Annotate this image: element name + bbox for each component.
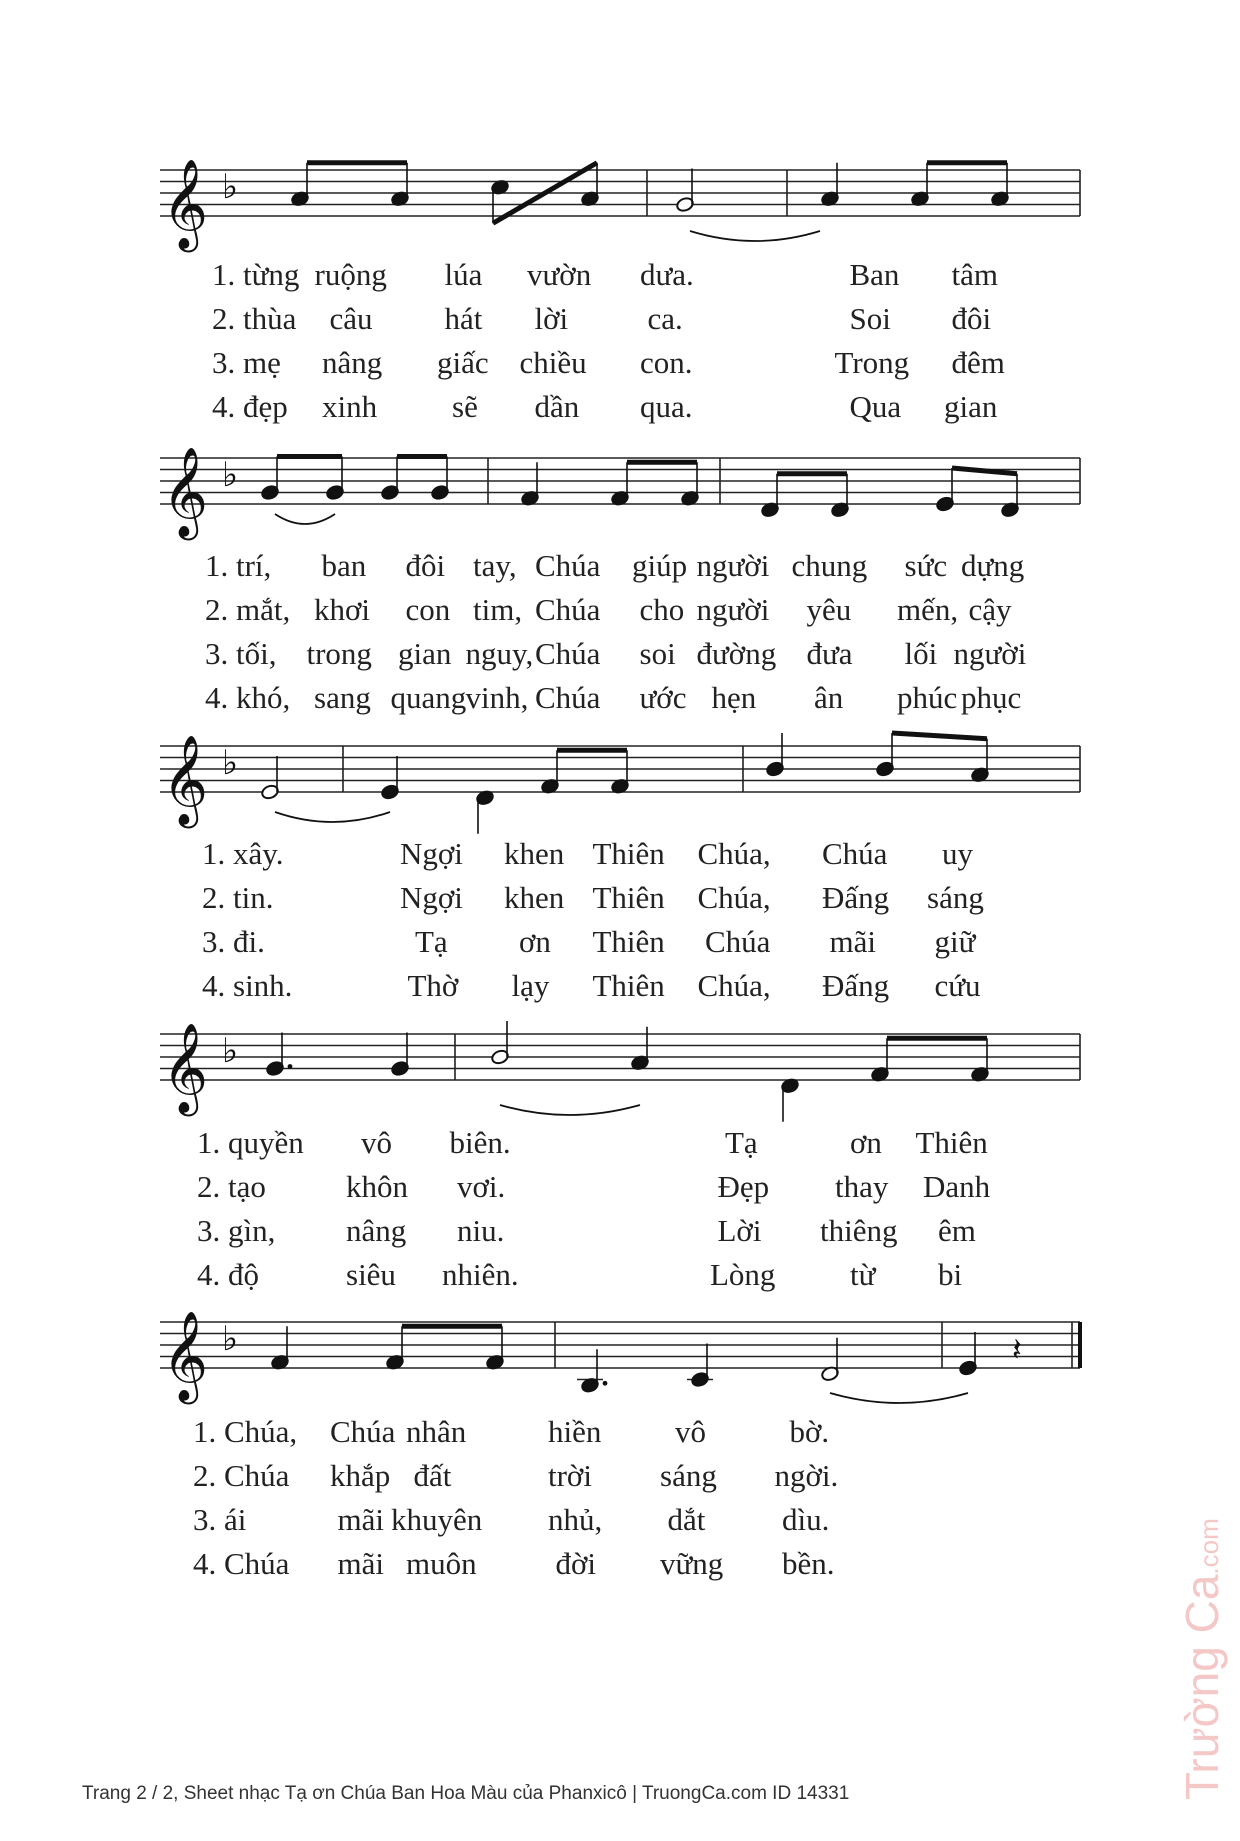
lyric-line [0, 387, 1240, 427]
lyric-line [0, 1167, 1240, 1207]
lyric-syllable: sang [314, 680, 371, 715]
lyric-syllable: 1. quyền [197, 1125, 304, 1160]
tie-curve [500, 1105, 640, 1115]
lyric-syllable: Đấng [822, 968, 890, 1003]
lyric-syllable: 2. thùa [212, 301, 297, 336]
lyric-syllable: bờ. [789, 1414, 830, 1449]
lyric-syllable: sáng [927, 880, 984, 915]
lyric-syllable: hẹn [711, 680, 757, 715]
lyric-line [0, 966, 1240, 1006]
lyric-syllable: Chúa [535, 592, 601, 627]
lyric-syllable: khắp [330, 1458, 391, 1493]
lyric-syllable: êm [938, 1213, 976, 1248]
lyric-syllable: thay [835, 1169, 889, 1204]
lyric-syllable: Tạ [415, 924, 448, 959]
watermark-suffix: .com [1194, 1518, 1224, 1575]
lyric-syllable: Đẹp [717, 1169, 770, 1204]
lyric-syllable: 3. ái [193, 1502, 247, 1537]
lyric-syllable: Thiên [592, 924, 665, 959]
lyric-syllable: khơi [314, 592, 371, 627]
lyric-syllable: vững [660, 1546, 724, 1581]
lyric-syllable: thiêng [820, 1213, 898, 1248]
lyric-syllable: Thiên [592, 836, 665, 871]
lyric-syllable: tim, [473, 592, 523, 627]
lyric-syllable: đời [555, 1546, 597, 1581]
lyric-line [0, 1544, 1240, 1584]
lyric-syllable: người [696, 592, 770, 627]
lyric-syllable: bền. [782, 1546, 835, 1581]
lyric-line [0, 590, 1240, 630]
lyric-syllable: Thiên [592, 968, 665, 1003]
lyric-syllable: quang [390, 680, 467, 715]
lyric-syllable: hát [444, 301, 483, 336]
lyric-syllable: 3. tối, [205, 636, 277, 671]
treble-clef-icon: 𝄞 [162, 1023, 209, 1113]
lyric-syllable: khôn [346, 1169, 408, 1204]
lyric-syllable: dựng [961, 548, 1025, 583]
page-footer: Trang 2 / 2, Sheet nhạc Tạ ơn Chúa Ban Hoa Màu của Phanxicô | TruongCa.com ID 14331 [82, 1783, 850, 1804]
lyric-syllable: ruộng [314, 257, 387, 292]
lyric-syllable: lạy [511, 968, 550, 1003]
lyric-syllable: Chúa [535, 548, 601, 583]
quarter-rest-icon: 𝄽 [1012, 1330, 1022, 1369]
lyric-syllable: tay, [473, 548, 517, 583]
lyric-syllable: cứu [934, 968, 981, 1003]
lyric-syllable: bi [938, 1257, 963, 1292]
lyric-syllable: đường [696, 636, 777, 671]
lyric-syllable: nhủ, [548, 1502, 603, 1537]
lyric-syllable: Soi [849, 301, 891, 336]
lyric-syllable: nhân [406, 1414, 467, 1449]
lyric-syllable: lời [534, 301, 569, 336]
lyric-syllable: uy [942, 836, 973, 871]
lyric-syllable: câu [329, 301, 373, 336]
lyric-syllable: Ban [849, 257, 900, 292]
lyric-syllable: con. [640, 345, 693, 380]
lyric-syllable: ơn [519, 924, 551, 959]
lyric-syllable: mãi [829, 924, 876, 959]
lyric-syllable: phục [961, 680, 1022, 715]
lyric-syllable: 4. Chúa [193, 1546, 290, 1581]
lyric-syllable: Ngợi [400, 836, 463, 871]
lyric-syllable: muôn [406, 1546, 477, 1581]
lyric-syllable: người [953, 636, 1027, 671]
lyric-syllable: 3. gìn, [197, 1213, 276, 1248]
tie-curve [830, 1393, 968, 1403]
lyric-syllable: ước [639, 680, 687, 715]
lyric-syllable: cậy [968, 592, 1012, 627]
lyric-line [0, 343, 1240, 383]
lyric-syllable: 2. Chúa [193, 1458, 290, 1493]
lyric-syllable: nhiên. [442, 1257, 519, 1292]
lyric-syllable: Thiên [915, 1125, 988, 1160]
note-beam [892, 733, 987, 739]
lyric-syllable: 2. tin. [202, 880, 274, 915]
lyric-syllable: gian [944, 389, 998, 424]
lyric-syllable: đưa [806, 636, 853, 671]
tie-curve [690, 231, 820, 241]
lyric-syllable: biên. [449, 1125, 511, 1160]
lyric-line [0, 1456, 1240, 1496]
treble-clef-icon: 𝄞 [162, 447, 209, 537]
lyric-syllable: ngời. [774, 1458, 839, 1493]
lyric-syllable: dưa. [640, 257, 694, 292]
lyric-line [0, 1500, 1240, 1540]
lyric-syllable: nâng [346, 1213, 407, 1248]
lyric-syllable: 4. khó, [205, 680, 291, 715]
lyric-line [0, 1123, 1240, 1163]
treble-clef-icon: 𝄞 [162, 1311, 209, 1401]
lyric-syllable: dắt [667, 1502, 706, 1537]
lyric-syllable: cho [639, 592, 685, 627]
tie-curve [275, 812, 390, 822]
treble-clef-icon: 𝄞 [162, 735, 209, 825]
lyric-syllable: Chúa [705, 924, 771, 959]
lyric-syllable: 1. xây. [202, 836, 284, 871]
lyric-syllable: Thiên [592, 880, 665, 915]
lyric-syllable: ca. [647, 301, 683, 336]
lyric-syllable: 4. sinh. [202, 968, 293, 1003]
key-signature-flat-icon: ♭ [222, 455, 239, 495]
lyric-syllable: lối [904, 636, 938, 671]
lyric-syllable: Ngợi [400, 880, 463, 915]
lyric-syllable: 2. mắt, [205, 592, 291, 627]
lyric-syllable: người [696, 548, 770, 583]
lyric-line [0, 678, 1240, 718]
lyric-syllable: 3. đi. [202, 924, 265, 959]
lyric-syllable: 4. độ [197, 1257, 259, 1292]
lyric-syllable: giấc [437, 345, 489, 380]
lyric-syllable: ơn [850, 1125, 882, 1160]
lyric-syllable: 2. tạo [197, 1169, 266, 1204]
augmentation-dot [603, 1381, 608, 1386]
lyric-line [0, 299, 1240, 339]
lyric-syllable: Chúa [822, 836, 888, 871]
lyric-syllable: vườn [527, 257, 592, 292]
lyric-syllable: Chúa [330, 1414, 396, 1449]
augmentation-dot [288, 1064, 293, 1069]
lyric-line [0, 1255, 1240, 1295]
lyric-syllable: xinh [322, 389, 378, 424]
lyric-syllable: Tạ [725, 1125, 758, 1160]
watermark-logo [1175, 1518, 1229, 1800]
lyric-line [0, 1412, 1240, 1452]
lyric-line [0, 546, 1240, 586]
lyric-syllable: yêu [806, 592, 852, 627]
lyric-syllable: nâng [322, 345, 383, 380]
lyric-line [0, 1211, 1240, 1251]
tie-curve [275, 514, 335, 524]
lyric-syllable: niu. [457, 1213, 505, 1248]
lyric-line [0, 634, 1240, 674]
watermark-text: Trường Ca [1176, 1574, 1228, 1800]
lyric-syllable: Qua [849, 389, 902, 424]
lyric-syllable: tâm [951, 257, 998, 292]
lyric-syllable: khen [504, 880, 565, 915]
lyric-syllable: Trong [834, 345, 910, 380]
lyric-line [0, 255, 1240, 295]
lyric-syllable: lúa [444, 257, 483, 292]
lyric-syllable: hiền [548, 1414, 602, 1449]
lyric-syllable: phúc [897, 680, 958, 715]
lyric-syllable: từ [850, 1257, 876, 1292]
key-signature-flat-icon: ♭ [222, 743, 239, 783]
lyric-syllable: Thờ [407, 968, 459, 1003]
lyric-syllable: trong [306, 636, 372, 671]
lyric-syllable: Lời [717, 1213, 762, 1248]
lyric-syllable: Chúa [535, 680, 601, 715]
lyric-syllable: qua. [640, 389, 693, 424]
lyric-syllable: con [405, 592, 451, 627]
lyric-syllable: 1. từng [212, 257, 300, 292]
lyric-syllable: 4. đẹp [212, 389, 288, 424]
lyric-syllable: Đấng [822, 880, 890, 915]
lyric-syllable: vô [361, 1125, 392, 1160]
lyric-syllable: Chúa [535, 636, 601, 671]
lyric-syllable: sức [904, 548, 948, 583]
lyric-syllable: đôi [951, 301, 992, 336]
lyric-syllable: 3. mẹ [212, 345, 281, 380]
lyric-syllable: khen [504, 836, 565, 871]
lyric-syllable: vinh, [465, 680, 529, 715]
key-signature-flat-icon: ♭ [222, 1031, 239, 1071]
lyric-syllable: sáng [660, 1458, 717, 1493]
treble-clef-icon: 𝄞 [162, 159, 209, 249]
lyric-syllable: chung [791, 548, 868, 583]
lyric-syllable: vô [675, 1414, 706, 1449]
lyric-syllable: Lòng [710, 1257, 776, 1292]
lyric-syllable: 1. Chúa, [193, 1414, 298, 1449]
lyric-syllable: gian [398, 636, 452, 671]
lyric-syllable: Chúa, [697, 968, 771, 1003]
lyric-syllable: ân [814, 680, 844, 715]
lyric-syllable: đôi [405, 548, 446, 583]
lyric-syllable: đất [413, 1458, 452, 1493]
lyric-syllable: Danh [923, 1169, 991, 1204]
lyric-syllable: Chúa, [697, 836, 771, 871]
lyric-syllable: giúp [632, 548, 688, 583]
lyric-syllable: giữ [934, 924, 976, 959]
lyric-syllable: sẽ [452, 389, 478, 424]
lyric-syllable: vơi. [457, 1169, 506, 1204]
lyric-syllable: dìu. [782, 1502, 830, 1537]
lyric-syllable: chiều [519, 345, 587, 380]
lyric-syllable: soi [639, 636, 676, 671]
lyric-syllable: dần [534, 389, 580, 424]
key-signature-flat-icon: ♭ [222, 167, 239, 207]
lyric-syllable: khuyên [391, 1502, 483, 1537]
lyric-syllable: nguy, [465, 636, 534, 671]
lyric-line [0, 922, 1240, 962]
lyric-syllable: đêm [951, 345, 1005, 380]
lyric-syllable: siêu [346, 1257, 396, 1292]
lyric-syllable: ban [321, 548, 367, 583]
lyric-syllable: mãi [337, 1502, 384, 1537]
lyric-line [0, 834, 1240, 874]
lyric-syllable: trời [548, 1458, 592, 1493]
lyric-syllable: mãi [337, 1546, 384, 1581]
key-signature-flat-icon: ♭ [222, 1319, 239, 1359]
lyric-line [0, 878, 1240, 918]
lyric-syllable: 1. trí, [205, 548, 272, 583]
lyric-syllable: Chúa, [697, 880, 771, 915]
lyric-syllable: mến, [897, 592, 959, 627]
